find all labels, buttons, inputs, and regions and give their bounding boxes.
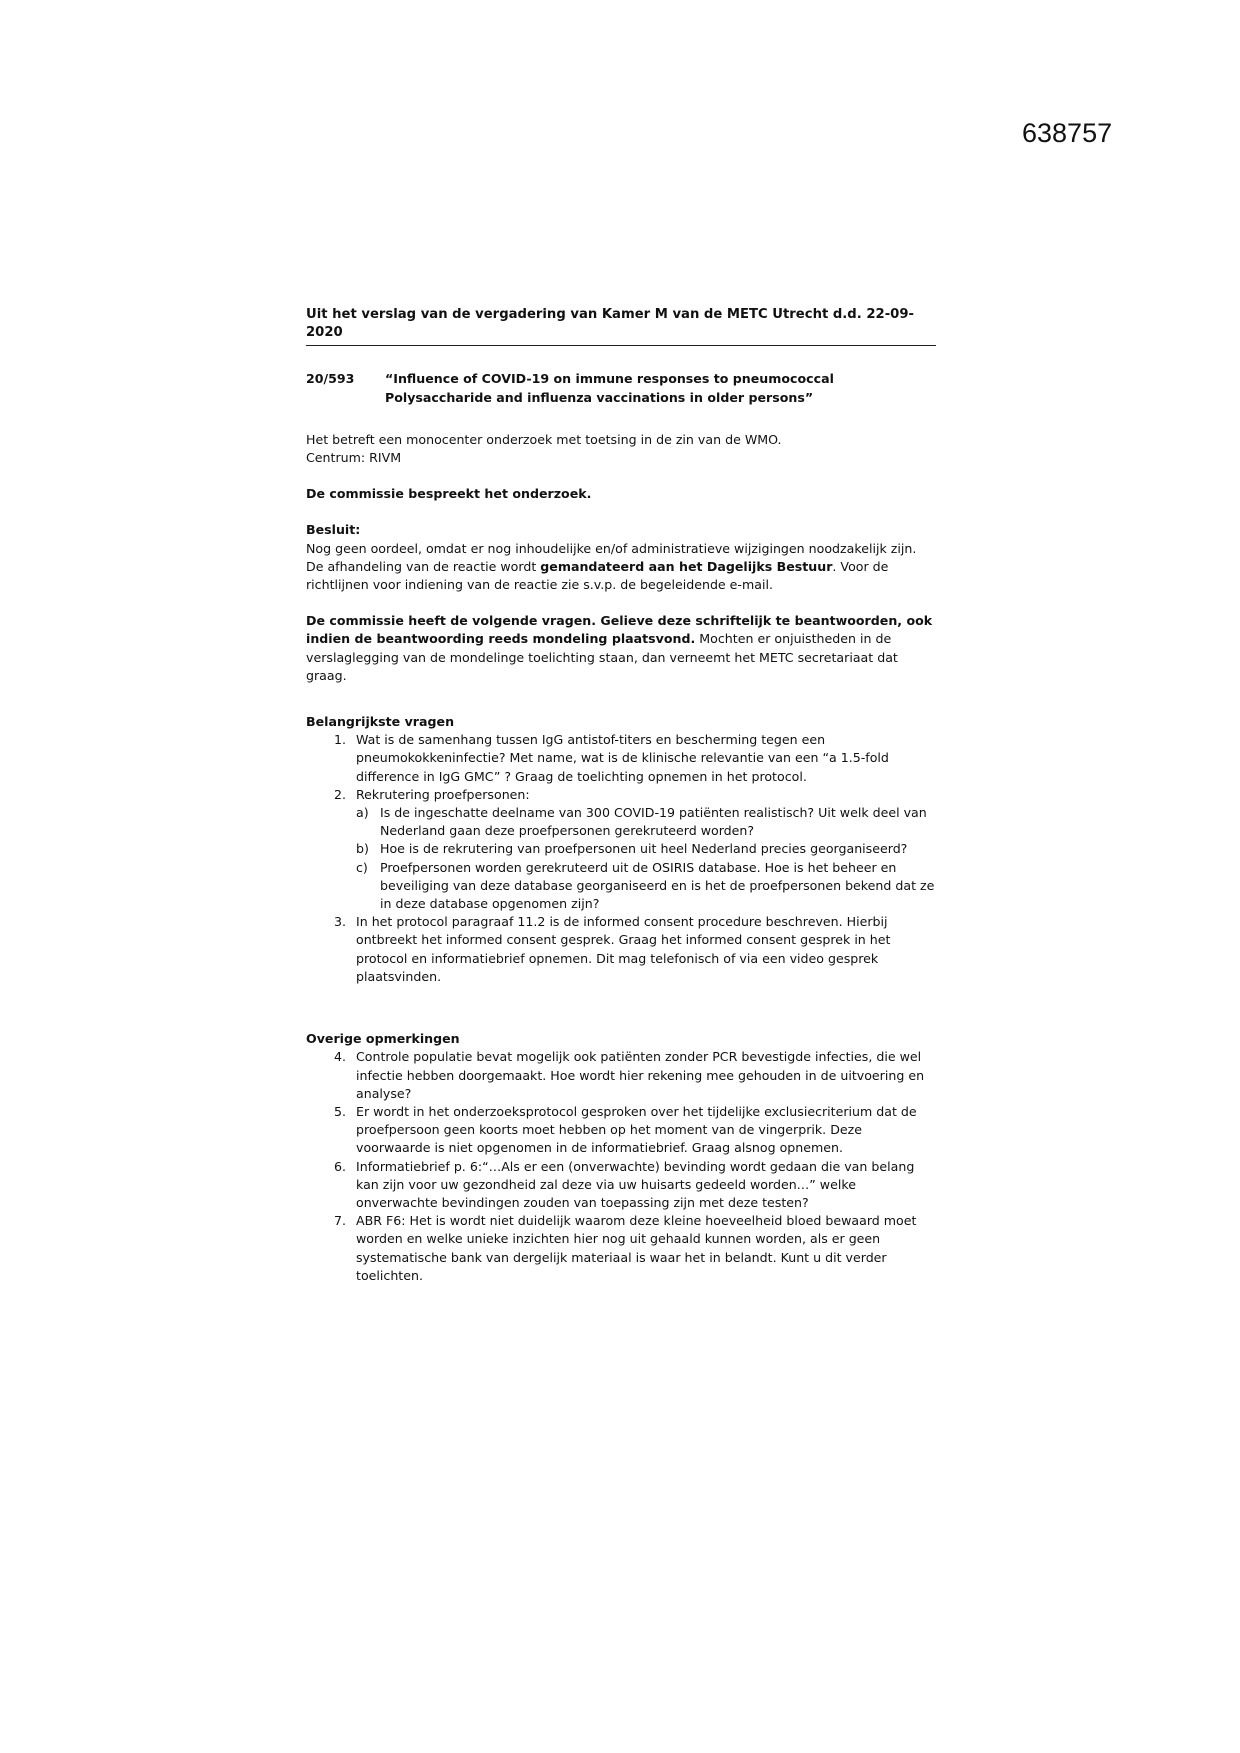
main-questions-list xyxy=(306,731,936,986)
item-text: Wat is de samenhang tussen IgG antistof-titers en bescherming tegen een pneumokokkeninfectie? Met name, wat is de klinische relevantie van een “a 1.5-fold difference in IgG GMC” ? Graag de toelichting opnemen in het protocol. xyxy=(356,732,889,784)
questions-intro xyxy=(306,612,936,685)
questions-intro-bold: De commissie heeft de volgende vragen. Gelieve deze schriftelijk te beantwoorden, ook indien de beantwoording reeds mondeling plaatsvond. xyxy=(306,613,933,647)
list-item xyxy=(306,786,936,913)
item-number: 6. xyxy=(333,1158,346,1174)
item-number: 2. xyxy=(333,786,346,802)
item-number: 1. xyxy=(333,732,346,748)
item-text: ABR F6: Het is wordt niet duidelijk waarom deze kleine hoeveelheid bloed bewaard moet worden en welke unieke inzichten hier nog uit gehaald kunnen worden, als er geen systematische bank van dergelijk materiaal is waar het in belandt. Kunt u dit verder toelichten. xyxy=(356,1213,917,1283)
study-title-line-2: Polysaccharide and influenza vaccinations in older persons” xyxy=(385,389,814,405)
item-number: 5. xyxy=(333,1103,346,1119)
sub-item-text: Hoe is de rekrutering van proefpersonen uit heel Nederland precies georganiseerd? xyxy=(380,841,908,857)
item-body xyxy=(356,786,936,913)
study-header xyxy=(306,370,936,406)
item-text: Rekrutering proefpersonen: xyxy=(356,786,530,802)
item-number: 3. xyxy=(333,914,346,930)
item-number: 7. xyxy=(333,1213,346,1229)
other-remarks-list xyxy=(306,1048,936,1285)
decision-heading: Besluit: xyxy=(306,522,361,538)
study-title xyxy=(385,370,936,406)
decision-block xyxy=(306,521,936,594)
item-number: 4. xyxy=(333,1049,346,1065)
list-item xyxy=(306,1158,936,1213)
study-type-text: Het betreft een monocenter onderzoek met toetsing in de zin van de WMO. xyxy=(306,431,782,447)
sub-question-list xyxy=(356,804,936,913)
list-item xyxy=(306,913,936,986)
sub-list-item xyxy=(356,840,936,858)
sub-list-item xyxy=(356,859,936,914)
sub-item-letter: b) xyxy=(356,841,369,857)
report-content xyxy=(306,306,936,1285)
list-item xyxy=(306,1212,936,1285)
decision-text-bold: gemandateerd aan het Dagelijks Bestuur xyxy=(540,558,833,574)
decision-text xyxy=(306,540,936,595)
sub-item-letter: a) xyxy=(356,805,369,821)
list-item xyxy=(306,731,936,786)
list-item xyxy=(306,1103,936,1158)
sub-item-letter: c) xyxy=(356,859,368,875)
decision-text-part-1: Nog geen oordeel, omdat er nog inhoudelijke en/of administratieve wijzigingen noodzakelijk zijn. De afhandeling van de reactie wordt xyxy=(306,540,917,574)
item-text: Controle populatie bevat mogelijk ook patiënten zonder PCR bevestigde infecties, die wel infectie hebben doorgemaakt. Hoe wordt hier rekening mee gehouden in de uitvoering en analyse? xyxy=(356,1049,925,1101)
main-questions-section xyxy=(306,713,936,986)
study-number: 20/593 xyxy=(306,371,355,387)
centre-text: Centrum: RIVM xyxy=(306,450,402,466)
document-number: 638757 xyxy=(1022,118,1113,148)
intro-block xyxy=(306,431,936,467)
study-title-line-1: “Influence of COVID-19 on immune responses to pneumococcal xyxy=(385,371,834,387)
decision-text-part-2: . Voor de richtlijnen voor indiening van de reactie zie s.v.p. de begeleidende e-mail. xyxy=(306,558,889,593)
discussion-statement: De commissie bespreekt het onderzoek. xyxy=(306,486,592,502)
item-text: In het protocol paragraaf 11.2 is de informed consent procedure beschreven. Hierbij ontbreekt het informed consent gesprek. Graag het informed consent gesprek in het protocol en informatiebrief opnemen. Dit mag telefonisch of via een video gesprek plaatsvinden. xyxy=(356,914,891,984)
sub-item-text: Is de ingeschatte deelname van 300 COVID-19 patiënten realistisch? Uit welk deel van Nederland gaan deze proefpersonen gerekruteerd worden? xyxy=(380,805,927,839)
questions-intro-rest: Mochten er onjuistheden in de verslaglegging van de mondelinge toelichting staan, dan verneemt het METC secretariaat dat graag. xyxy=(306,631,898,683)
item-text: Er wordt in het onderzoeksprotocol gesproken over het tijdelijke exclusiecriterium dat de proefpersoon geen koorts moet hebben op het moment van de vingerprik. Deze voorwaarde is niet opgenomen in de informatiebrief. Graag alsnog opnemen. xyxy=(356,1103,917,1156)
item-text: Informatiebrief p. 6:“…Als er een (onverwachte) bevinding wordt gedaan die van belang kan zijn voor uw gezondheid zal deze via uw huisarts gedeeld worden…” welke onverwachte bevindingen zouden van toepassing zijn met deze testen? xyxy=(356,1158,915,1210)
other-remarks-heading: Overige opmerkingen xyxy=(306,1031,460,1047)
other-remarks-section xyxy=(306,1030,936,1285)
sub-item-text: Proefpersonen worden gerekruteerd uit de OSIRIS database. Hoe is het beheer en beveiliging van deze database georganiseerd en is het de proefpersonen bekend dat ze in deze database opgenomen zijn? xyxy=(380,859,935,912)
sub-list-item xyxy=(356,804,936,840)
list-item xyxy=(306,1048,936,1103)
main-questions-heading: Belangrijkste vragen xyxy=(306,714,455,730)
report-title: Uit het verslag van de vergadering van Kamer M van de METC Utrecht d.d. 22-09-2020 xyxy=(306,306,936,346)
